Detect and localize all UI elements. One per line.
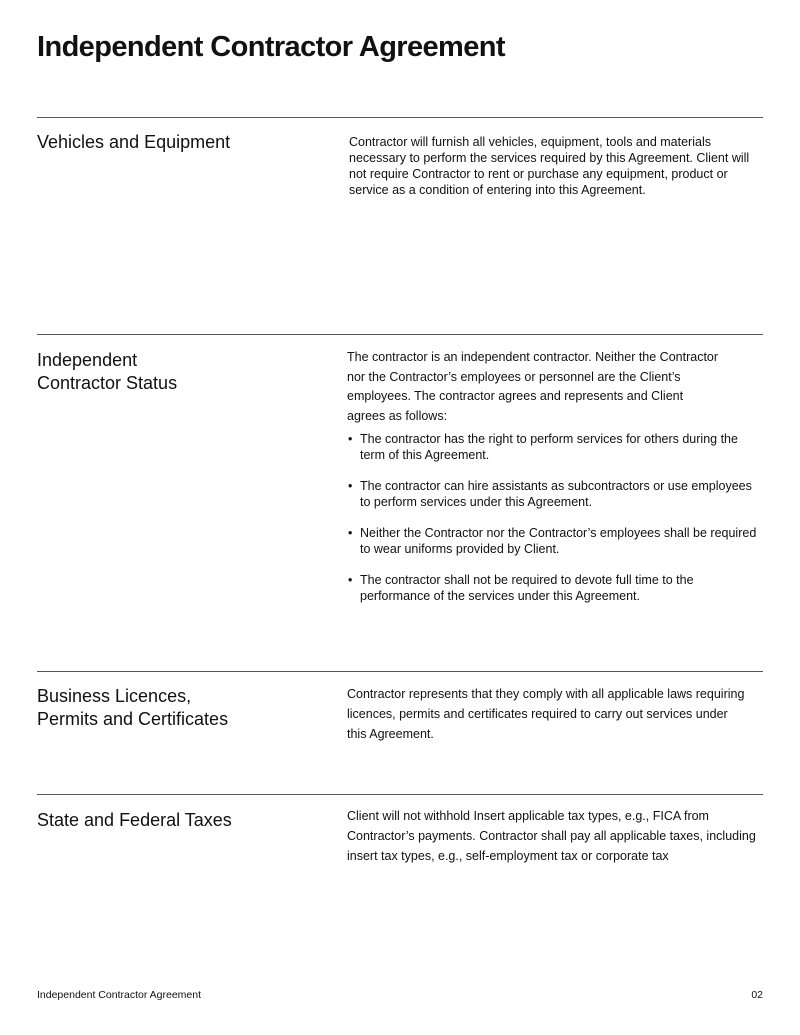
- section-body-vehicles: Contractor will furnish all vehicles, equipment, tools and materials necessary to perform the services required by this Agreement. Client will not require Contractor to rent or purchase any equipment, product or service as a condition of entering into this Agreement.: [349, 135, 750, 197]
- section-divider: [37, 334, 763, 335]
- section-body-taxes: Client will not withhold Insert applicable tax types, e.g., FICA from Contractor’s payments. Contractor shall pay all applicable taxes, including insert tax types, e.g., self-employment tax or corporate tax: [347, 809, 756, 863]
- section-body-licences: Contractor represents that they comply with all applicable laws requiring licences, permits and certificates required to carry out services under this Agreement.: [347, 687, 745, 741]
- list-item: [348, 525, 762, 557]
- list-item-text: The contractor has the right to perform services for others during the term of this Agreement.: [360, 432, 738, 462]
- section-intro-contractor-status: The contractor is an independent contractor. Neither the Contractor nor the Contractor’s employees or personnel are the Client’s employees. The contractor agrees and represents and Client agrees as follows:: [347, 350, 719, 423]
- bullet-icon: •: [348, 573, 353, 587]
- section-heading-contractor-status: [37, 349, 327, 395]
- bullet-icon: •: [348, 432, 353, 446]
- contractor-status-list: [348, 431, 762, 619]
- heading-line: Permits and Certificates: [37, 709, 229, 729]
- heading-line: Business Licences,: [37, 686, 192, 706]
- list-item-text: The contractor shall not be required to devote full time to the performance of the services under this Agreement.: [360, 573, 694, 603]
- section-divider: [37, 794, 763, 795]
- heading-line: Contractor Status: [37, 373, 178, 393]
- list-item-text: Neither the Contractor nor the Contractor’s employees shall be required to wear uniforms provided by Client.: [360, 526, 757, 556]
- section-heading-vehicles: Vehicles and Equipment: [37, 132, 231, 152]
- bullet-icon: •: [348, 479, 353, 493]
- list-item-text: The contractor can hire assistants as subcontractors or use employees to perform services under this Agreement.: [360, 479, 752, 509]
- document-title: Independent Contractor Agreement: [37, 31, 505, 63]
- bullet-icon: •: [348, 526, 353, 540]
- list-item: [348, 431, 762, 463]
- page-number: 02: [751, 989, 763, 1001]
- section-heading-taxes: State and Federal Taxes: [37, 810, 232, 830]
- section-divider: [37, 671, 763, 672]
- heading-line: Independent: [37, 350, 138, 370]
- footer-document-name: Independent Contractor Agreement: [37, 989, 202, 1001]
- list-item: [348, 478, 762, 510]
- section-heading-licences: [37, 685, 327, 731]
- list-item: [348, 572, 762, 604]
- section-divider: [37, 117, 763, 118]
